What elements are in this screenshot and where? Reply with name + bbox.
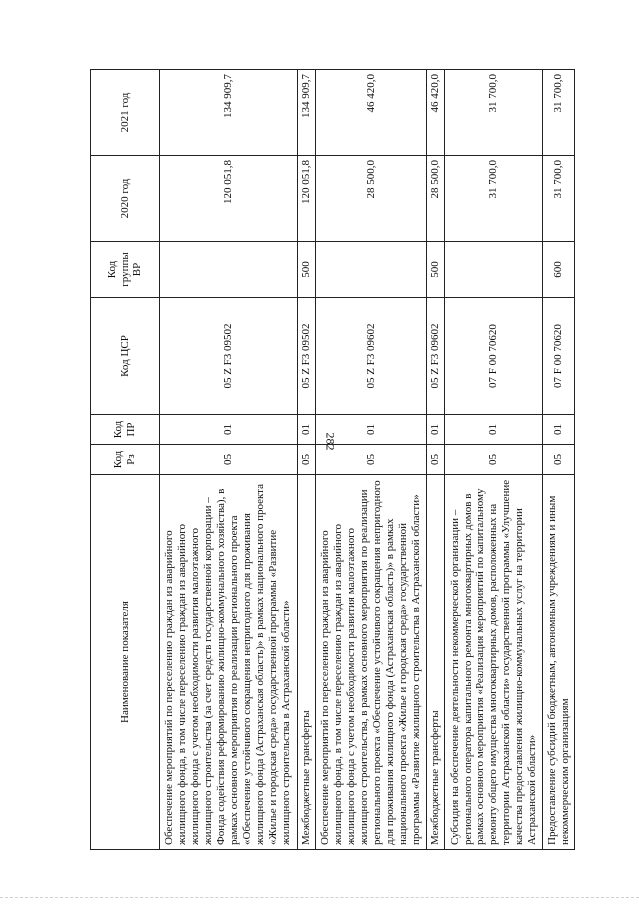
row-name: Обеспечение мероприятий по переселению граждан из аварийного жилищного фонда, в том числе переселению граждан из аварийного жилищного фонда с учетом необходимости развития малоэтажного жилищного строительства (за счет средств государственной корпорации – Фонда содействия реформированию жилищно-коммунального хозяйства), в рамках основного мероприятия по реализации регионального проекта «Обеспечение устойчивого сокращения непригодного для проживания жилищного фонда (Астраханская область)» в рамках национального проекта «Жилье и городская среда» государственной программы «Развитие жилищного строительства в Астраханской области» [160,475,298,850]
row-2020: 120 051,8 [297,156,315,242]
row-2020: 28 500,0 [427,156,445,242]
row-name: Межбюджетные трансферты [297,475,315,850]
row-vr [316,242,427,298]
row-name: Предоставление субсидий бюджетным, автономным учреждениям и иным некоммерческим организациям [543,475,575,850]
header-pr: Код ПР [91,415,160,445]
row-vr: 500 [297,242,315,298]
row-csr: 05 Z F3 09502 [297,298,315,415]
row-rz: 05 [316,445,427,475]
header-rz: Код Рз [91,445,160,475]
row-pr: 01 [427,415,445,445]
row-vr [445,242,543,298]
table-row [543,70,575,850]
header-2020: 2020 год [91,156,160,242]
row-2020: 28 500,0 [316,156,427,242]
row-2021: 31 700,0 [543,70,575,156]
table-row [297,70,315,850]
row-pr: 01 [316,415,427,445]
row-name: Межбюджетные трансферты [427,475,445,850]
row-rz: 05 [445,445,543,475]
header-name: Наименование показателя [91,475,160,850]
row-name: Обеспечение мероприятий по переселению граждан из аварийного жилищного фонда, в том числе переселению граждан из аварийного жилищного фонда с учетом необходимости развития малоэтажного жилищного строительства, в рамках основного мероприятия по реализации регионального проекта «Обеспечение устойчивого сокращения непригодного для проживания жилищного фонда (Астраханская область)» в рамках национального проекта «Жилье и городская среда» государственной программы «Развитие жилищного строительства в Астраханской области» [316,475,427,850]
table-row [427,70,445,850]
row-2020: 31 700,0 [445,156,543,242]
header-csr: Код ЦСР [91,298,160,415]
table-row [316,70,427,850]
table-row [160,70,298,850]
page-bottom-divider [0,897,639,898]
row-vr: 600 [543,242,575,298]
row-csr: 07 F 00 70620 [445,298,543,415]
row-pr: 01 [445,415,543,445]
table-row [445,70,543,850]
row-vr: 500 [427,242,445,298]
row-rz: 05 [543,445,575,475]
row-rz: 05 [160,445,298,475]
row-pr: 01 [160,415,298,445]
budget-table [90,69,575,850]
row-pr: 01 [543,415,575,445]
table-header-row [91,70,160,850]
row-2020: 31 700,0 [543,156,575,242]
row-pr: 01 [297,415,315,445]
row-2020: 120 051,8 [160,156,298,242]
row-2021: 31 700,0 [445,70,543,156]
row-2021: 46 420,0 [316,70,427,156]
row-vr [160,242,298,298]
header-2021: 2021 год [91,70,160,156]
row-csr: 05 Z F3 09602 [427,298,445,415]
row-2021: 134 909,7 [160,70,298,156]
header-vr: Код группы ВР [91,242,160,298]
row-rz: 05 [297,445,315,475]
row-2021: 46 420,0 [427,70,445,156]
row-name: Субсидия на обеспечение деятельности некоммерческой организации – регионального оператора капитального ремонта многоквартирных домов в рамках основного мероприятия «Реализация мероприятий по капитальному ремонту общего имущества многоквартирных домов, расположенных на территории Астраханской области» государственной программы «Улучшение качества предоставления жилищно-коммунальных услуг на территории Астраханской области» [445,475,543,850]
row-csr: 05 Z F3 09502 [160,298,298,415]
row-csr: 05 Z F3 09602 [316,298,427,415]
page-number: 282 [323,432,338,451]
row-csr: 07 F 00 70620 [543,298,575,415]
rotated-table-container [90,70,575,850]
row-2021: 134 909,7 [297,70,315,156]
row-rz: 05 [427,445,445,475]
